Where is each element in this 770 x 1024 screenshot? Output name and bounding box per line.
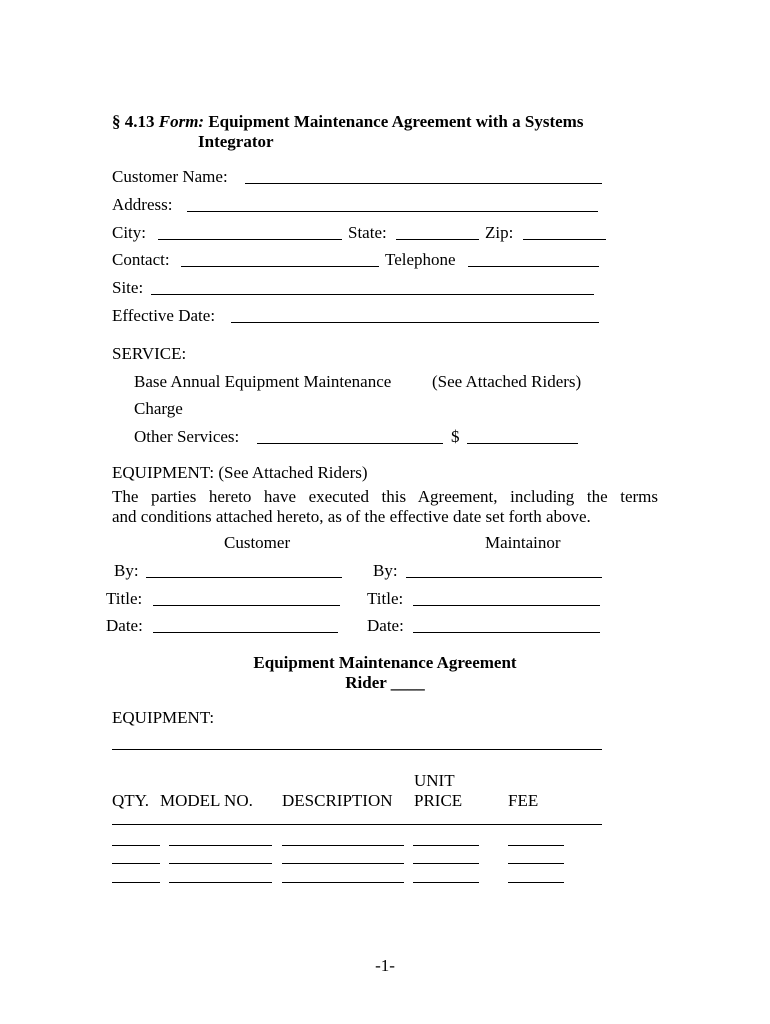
price-blank[interactable] [413, 882, 479, 883]
state-blank[interactable] [396, 239, 479, 240]
service-heading: SERVICE: [112, 344, 187, 363]
col-fee: FEE [508, 791, 539, 810]
maintainor-title-label: Title: [367, 589, 404, 608]
maintainor-by-label: By: [373, 561, 398, 580]
customer-date-blank[interactable] [153, 632, 338, 633]
fee-blank[interactable] [508, 882, 564, 883]
description-blank[interactable] [282, 845, 404, 846]
telephone-label: Telephone [385, 250, 456, 269]
maintainor-title-blank[interactable] [413, 605, 600, 606]
description-blank[interactable] [282, 882, 404, 883]
maintainor-date-blank[interactable] [413, 632, 600, 633]
agreement-line-2: and conditions attached hereto, as of the effective date set forth above. [112, 507, 591, 526]
customer-title-blank[interactable] [153, 605, 340, 606]
agreement-paragraph [112, 487, 658, 527]
title-line-2: Integrator [198, 132, 274, 151]
site-label: Site: [112, 278, 144, 297]
equipment-line: EQUIPMENT: (See Attached Riders) [112, 463, 368, 482]
city-label: City: [112, 223, 147, 242]
state-label: State: [348, 223, 387, 242]
zip-label: Zip: [485, 223, 514, 242]
rider-header-rule [112, 824, 602, 825]
rider-title-line-1: Equipment Maintenance Agreement [253, 653, 517, 672]
price-blank[interactable] [413, 863, 479, 864]
rider-equipment-blank[interactable] [112, 749, 602, 750]
customer-heading: Customer [224, 533, 291, 552]
model-no-blank[interactable] [169, 882, 272, 883]
customer-name-blank[interactable] [245, 183, 602, 184]
rider-title-line-2: Rider ____ [345, 673, 425, 692]
customer-by-label: By: [114, 561, 139, 580]
other-services-label: Other Services: [134, 427, 240, 446]
col-unit: UNIT [414, 771, 455, 790]
fee-blank[interactable] [508, 863, 564, 864]
maintainor-heading: Maintainor [485, 533, 561, 552]
site-blank[interactable] [151, 294, 594, 295]
description-blank[interactable] [282, 863, 404, 864]
effective-date-blank[interactable] [231, 322, 599, 323]
col-qty: QTY. [112, 791, 149, 810]
customer-title-label: Title: [106, 589, 143, 608]
model-no-blank[interactable] [169, 863, 272, 864]
city-blank[interactable] [158, 239, 342, 240]
model-no-blank[interactable] [169, 845, 272, 846]
contact-blank[interactable] [181, 266, 379, 267]
qty-blank[interactable] [112, 882, 160, 883]
col-model-no: MODEL NO. [160, 791, 253, 810]
customer-date-label: Date: [106, 616, 143, 635]
price-blank[interactable] [413, 845, 479, 846]
title-line-1: Equipment Maintenance Agreement with a Systems [208, 112, 584, 131]
customer-name-label: Customer Name: [112, 167, 228, 186]
qty-blank[interactable] [112, 863, 160, 864]
customer-by-blank[interactable] [146, 577, 342, 578]
document-title [112, 112, 583, 132]
agreement-line-1: The parties hereto have executed this Agreement, including the terms [112, 487, 658, 506]
address-blank[interactable] [187, 211, 598, 212]
zip-blank[interactable] [523, 239, 606, 240]
col-price: PRICE [414, 791, 463, 810]
base-maintenance-label: Base Annual Equipment Maintenance [134, 372, 392, 391]
qty-blank[interactable] [112, 845, 160, 846]
maintainor-by-blank[interactable] [406, 577, 602, 578]
page-number: -1- [375, 956, 395, 975]
see-attached-riders: (See Attached Riders) [432, 372, 582, 391]
col-description: DESCRIPTION [282, 791, 393, 810]
address-label: Address: [112, 195, 173, 214]
maintainor-date-label: Date: [367, 616, 404, 635]
other-services-blank[interactable] [257, 443, 443, 444]
contact-label: Contact: [112, 250, 170, 269]
other-services-amount-blank[interactable] [467, 443, 578, 444]
rider-equipment-label: EQUIPMENT: [112, 708, 215, 727]
telephone-blank[interactable] [468, 266, 599, 267]
section-number: § 4.13 [112, 112, 155, 131]
fee-blank[interactable] [508, 845, 564, 846]
base-maintenance-charge: Charge [134, 399, 183, 418]
form-label: Form: [158, 112, 205, 131]
effective-date-label: Effective Date: [112, 306, 216, 325]
dollar-sign: $ [451, 427, 460, 446]
